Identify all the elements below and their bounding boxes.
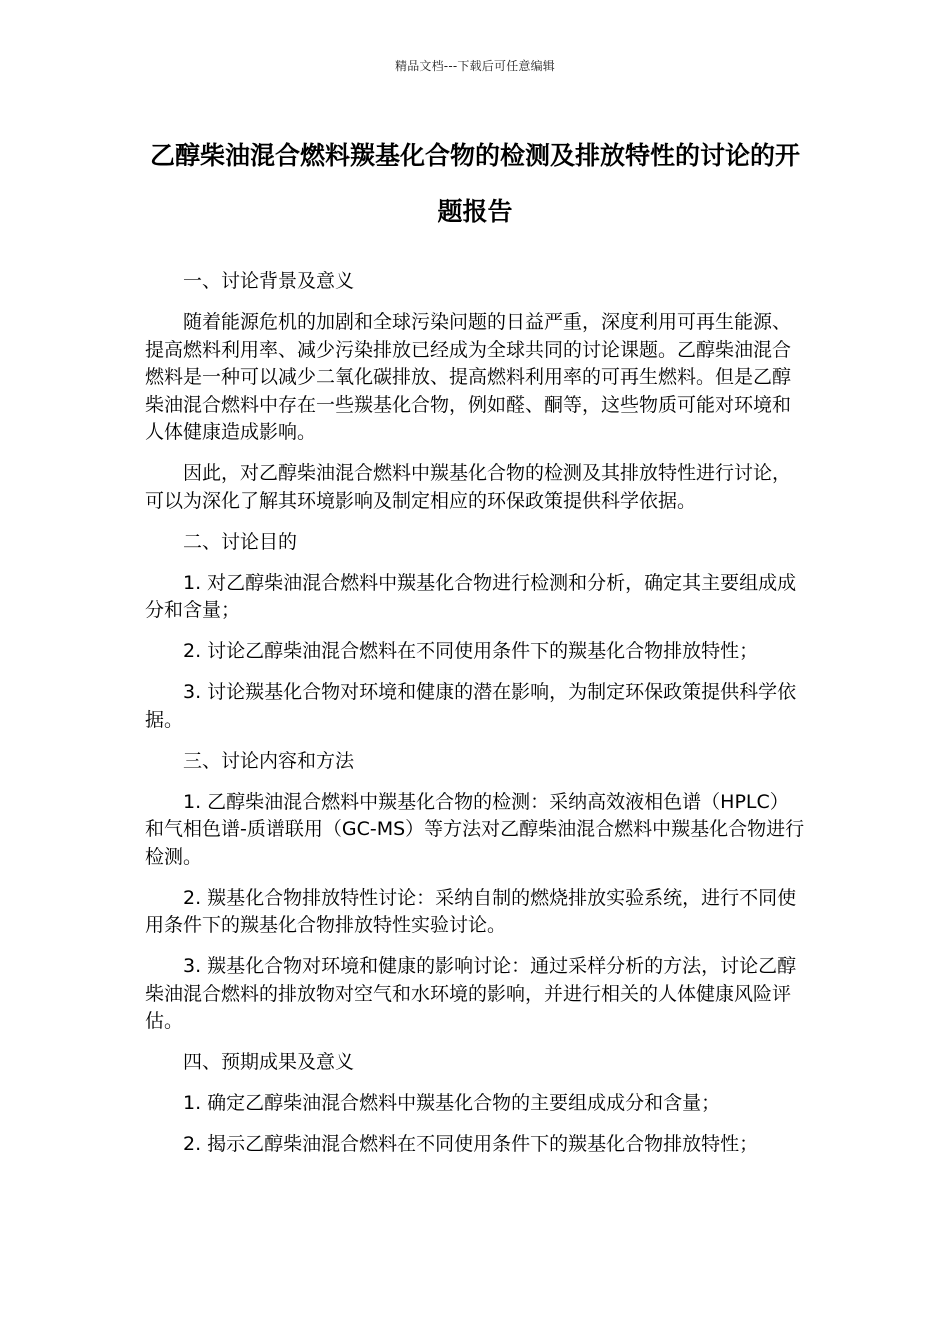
header-note: 精品文档---下载后可任意编辑 <box>395 59 555 73</box>
section-heading-methods: 三、讨论内容和方法 <box>183 749 355 772</box>
document-body <box>145 268 805 1172</box>
outcome-item-1: 1. 确定乙醇柴油混合燃料中羰基化合物的主要组成成分和含量； <box>183 1092 721 1114</box>
paragraph-significance: 因此，对乙醇柴油混合燃料中羰基化合物的检测及其排放特性进行讨论，可以为深化了解其环境影响及制定相应的环保政策提供科学依据。 <box>145 462 792 512</box>
objective-item-1: 1. 对乙醇柴油混合燃料中羰基化合物进行检测和分析，确定其主要组成成分和含量； <box>145 571 797 621</box>
objective-item-2: 2. 讨论乙醇柴油混合燃料在不同使用条件下的羰基化合物排放特性； <box>183 640 759 662</box>
method-item-3: 3. 羰基化合物对环境和健康的影响讨论：通过采样分析的方法，讨论乙醇柴油混合燃料的排放物对空气和水环境的影响，并进行相关的人体健康风险评估。 <box>145 955 797 1032</box>
section-heading-outcomes: 四、预期成果及意义 <box>183 1051 355 1073</box>
section-heading-background: 一、讨论背景及意义 <box>183 270 355 292</box>
paragraph-background: 随着能源危机的加剧和全球污染问题的日益严重，深度利用可再生能源、提高燃料利用率、减少污染排放已经成为全球共同的讨论课题。乙醇柴油混合燃料是一种可以减少二氧化碳排放、提高燃料利用率的可再生燃料。但是乙醇柴油混合燃料中存在一些羰基化合物，例如醛、酮等，这些物质可能对环境和人体健康造成影响。 <box>145 311 792 443</box>
section-heading-objectives: 二、讨论目的 <box>183 530 298 553</box>
outcome-item-2: 2. 揭示乙醇柴油混合燃料在不同使用条件下的羰基化合物排放特性； <box>183 1133 759 1155</box>
objective-item-3: 3. 讨论羰基化合物对环境和健康的潜在影响，为制定环保政策提供科学依据。 <box>145 681 797 731</box>
document-title: 乙醇柴油混合燃料羰基化合物的检测及排放特性的讨论的开题报告 <box>149 141 800 226</box>
method-item-1: 1. 乙醇柴油混合燃料中羰基化合物的检测：采纳高效液相色谱（HPLC）和气相色谱-质谱联用（GC-MS）等方法对乙醇柴油混合燃料中羰基化合物进行检测。 <box>145 790 805 868</box>
method-item-2: 2. 羰基化合物排放特性讨论：采纳自制的燃烧排放实验系统，进行不同使用条件下的羰基化合物排放特性实验讨论。 <box>145 886 797 936</box>
